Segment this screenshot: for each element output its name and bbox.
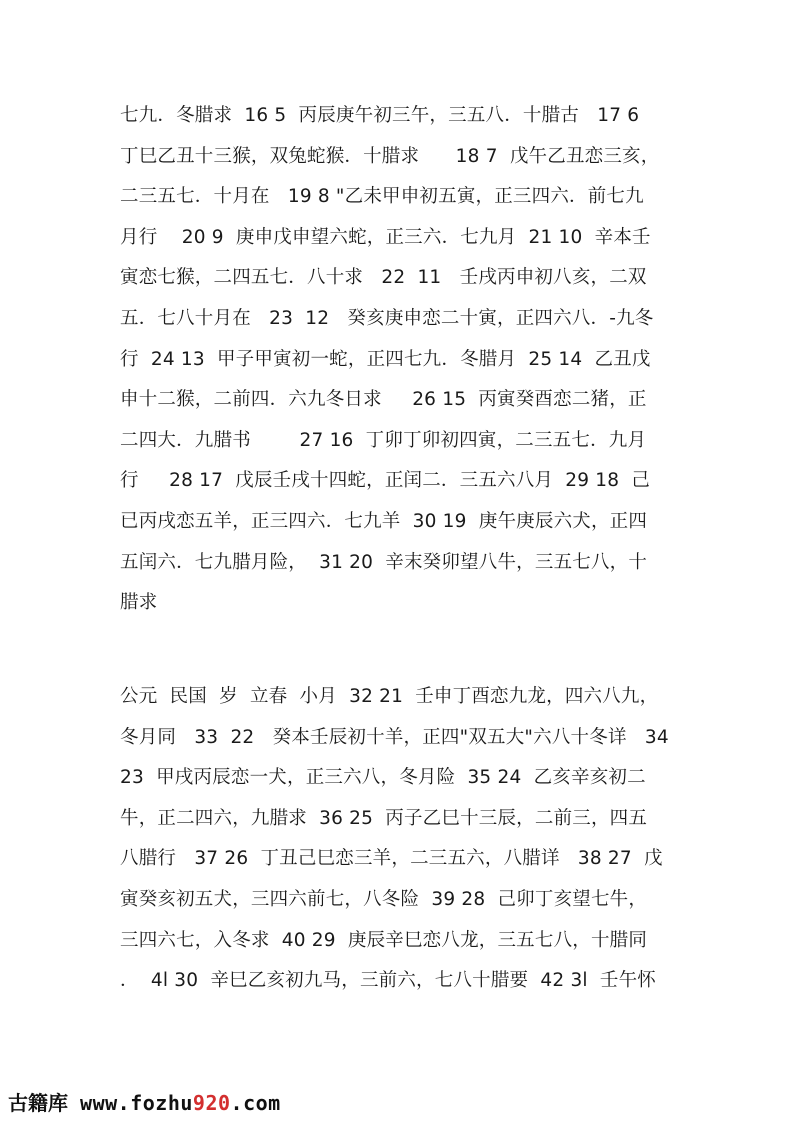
text-line: 腊求 bbox=[120, 592, 158, 614]
site-url[interactable] bbox=[80, 1091, 281, 1115]
text-line: 寅癸亥初五犬，三四六前七，八冬险 39 28 己卯丁亥望七牛， bbox=[120, 889, 648, 910]
text-line: 行 24 13 甲子甲寅初一蛇，正四七九．冬腊月 25 14 乙丑戊 bbox=[120, 348, 651, 370]
text-line: 申十二猴，二前四．六九冬日求 26 15 丙寅癸酉恋二猪，正 bbox=[120, 389, 647, 411]
text-line: 已丙戌恋五羊，正三四六．七九羊 30 19 庚午庚辰六犬，正四 bbox=[120, 511, 648, 532]
text-line: 冬月同 33 22 癸本壬辰初十羊，正四"双五大"六八十冬详 34 bbox=[120, 726, 669, 748]
text-line: ． 4l 30 辛巳乙亥初九马，三前六，七八十腊要 42 3l 壬午怀 bbox=[120, 970, 657, 992]
text-line: 二四大．九腊书 27 16 丁卯丁卯初四寅，二三五七．九月 bbox=[120, 429, 647, 451]
text-line: 二三五七．十月在 19 8 "乙未甲申初五寅，正三四六．前七九 bbox=[120, 186, 644, 208]
text-line: 丁巳乙丑十三猴，双兔蛇猴．十腊求 18 7 戊午乙丑恋三亥， bbox=[120, 145, 660, 167]
watermark-footer bbox=[8, 1087, 281, 1116]
text-line: 公元 民国 岁 立春 小月 32 21 壬申丁酉恋九龙，四六八九， bbox=[120, 686, 659, 707]
url-suffix: .com bbox=[230, 1091, 281, 1115]
text-line: 五．七八十月在 23 12 癸亥庚申恋二十寅，正四六八．-九冬 bbox=[120, 308, 654, 329]
text-line: 八腊行 37 26 丁丑己巳恋三羊，二三五六，八腊详 38 27 戊 bbox=[120, 848, 663, 870]
text-line: 月行 20 9 庚申戊申望六蛇，正三六．七九月 21 10 辛本壬 bbox=[120, 226, 651, 248]
text-line: 寅恋七猴，二四五七．八十求 22 11 壬戌丙申初八亥，二双 bbox=[120, 267, 647, 289]
text-line: 行 28 17 戊辰壬戌十四蛇，正闰二．三五六八月 29 18 己 bbox=[120, 470, 651, 492]
text-line: 牛，正二四六，九腊求 36 25 丙子乙巳十三辰，二前三，四五 bbox=[120, 807, 648, 829]
text-line: 23 甲戌丙辰恋一犬，正三六八，冬月险 35 24 乙亥辛亥初二 bbox=[120, 767, 646, 789]
text-line: 七九．冬腊求 16 5 丙辰庚午初三午，三五八．十腊古 17 6 bbox=[120, 105, 640, 126]
text-line: 三四六七，入冬求 40 29 庚辰辛巳恋八龙，三五七八，十腊同 bbox=[120, 929, 648, 951]
site-name: 古籍库 bbox=[8, 1091, 68, 1115]
url-prefix: www.fozhu bbox=[80, 1091, 193, 1115]
url-number: 920 bbox=[192, 1091, 231, 1115]
text-line: 五闰六．七九腊月险， 31 20 辛末癸卯望八牛，三五七八，十 bbox=[120, 551, 648, 573]
